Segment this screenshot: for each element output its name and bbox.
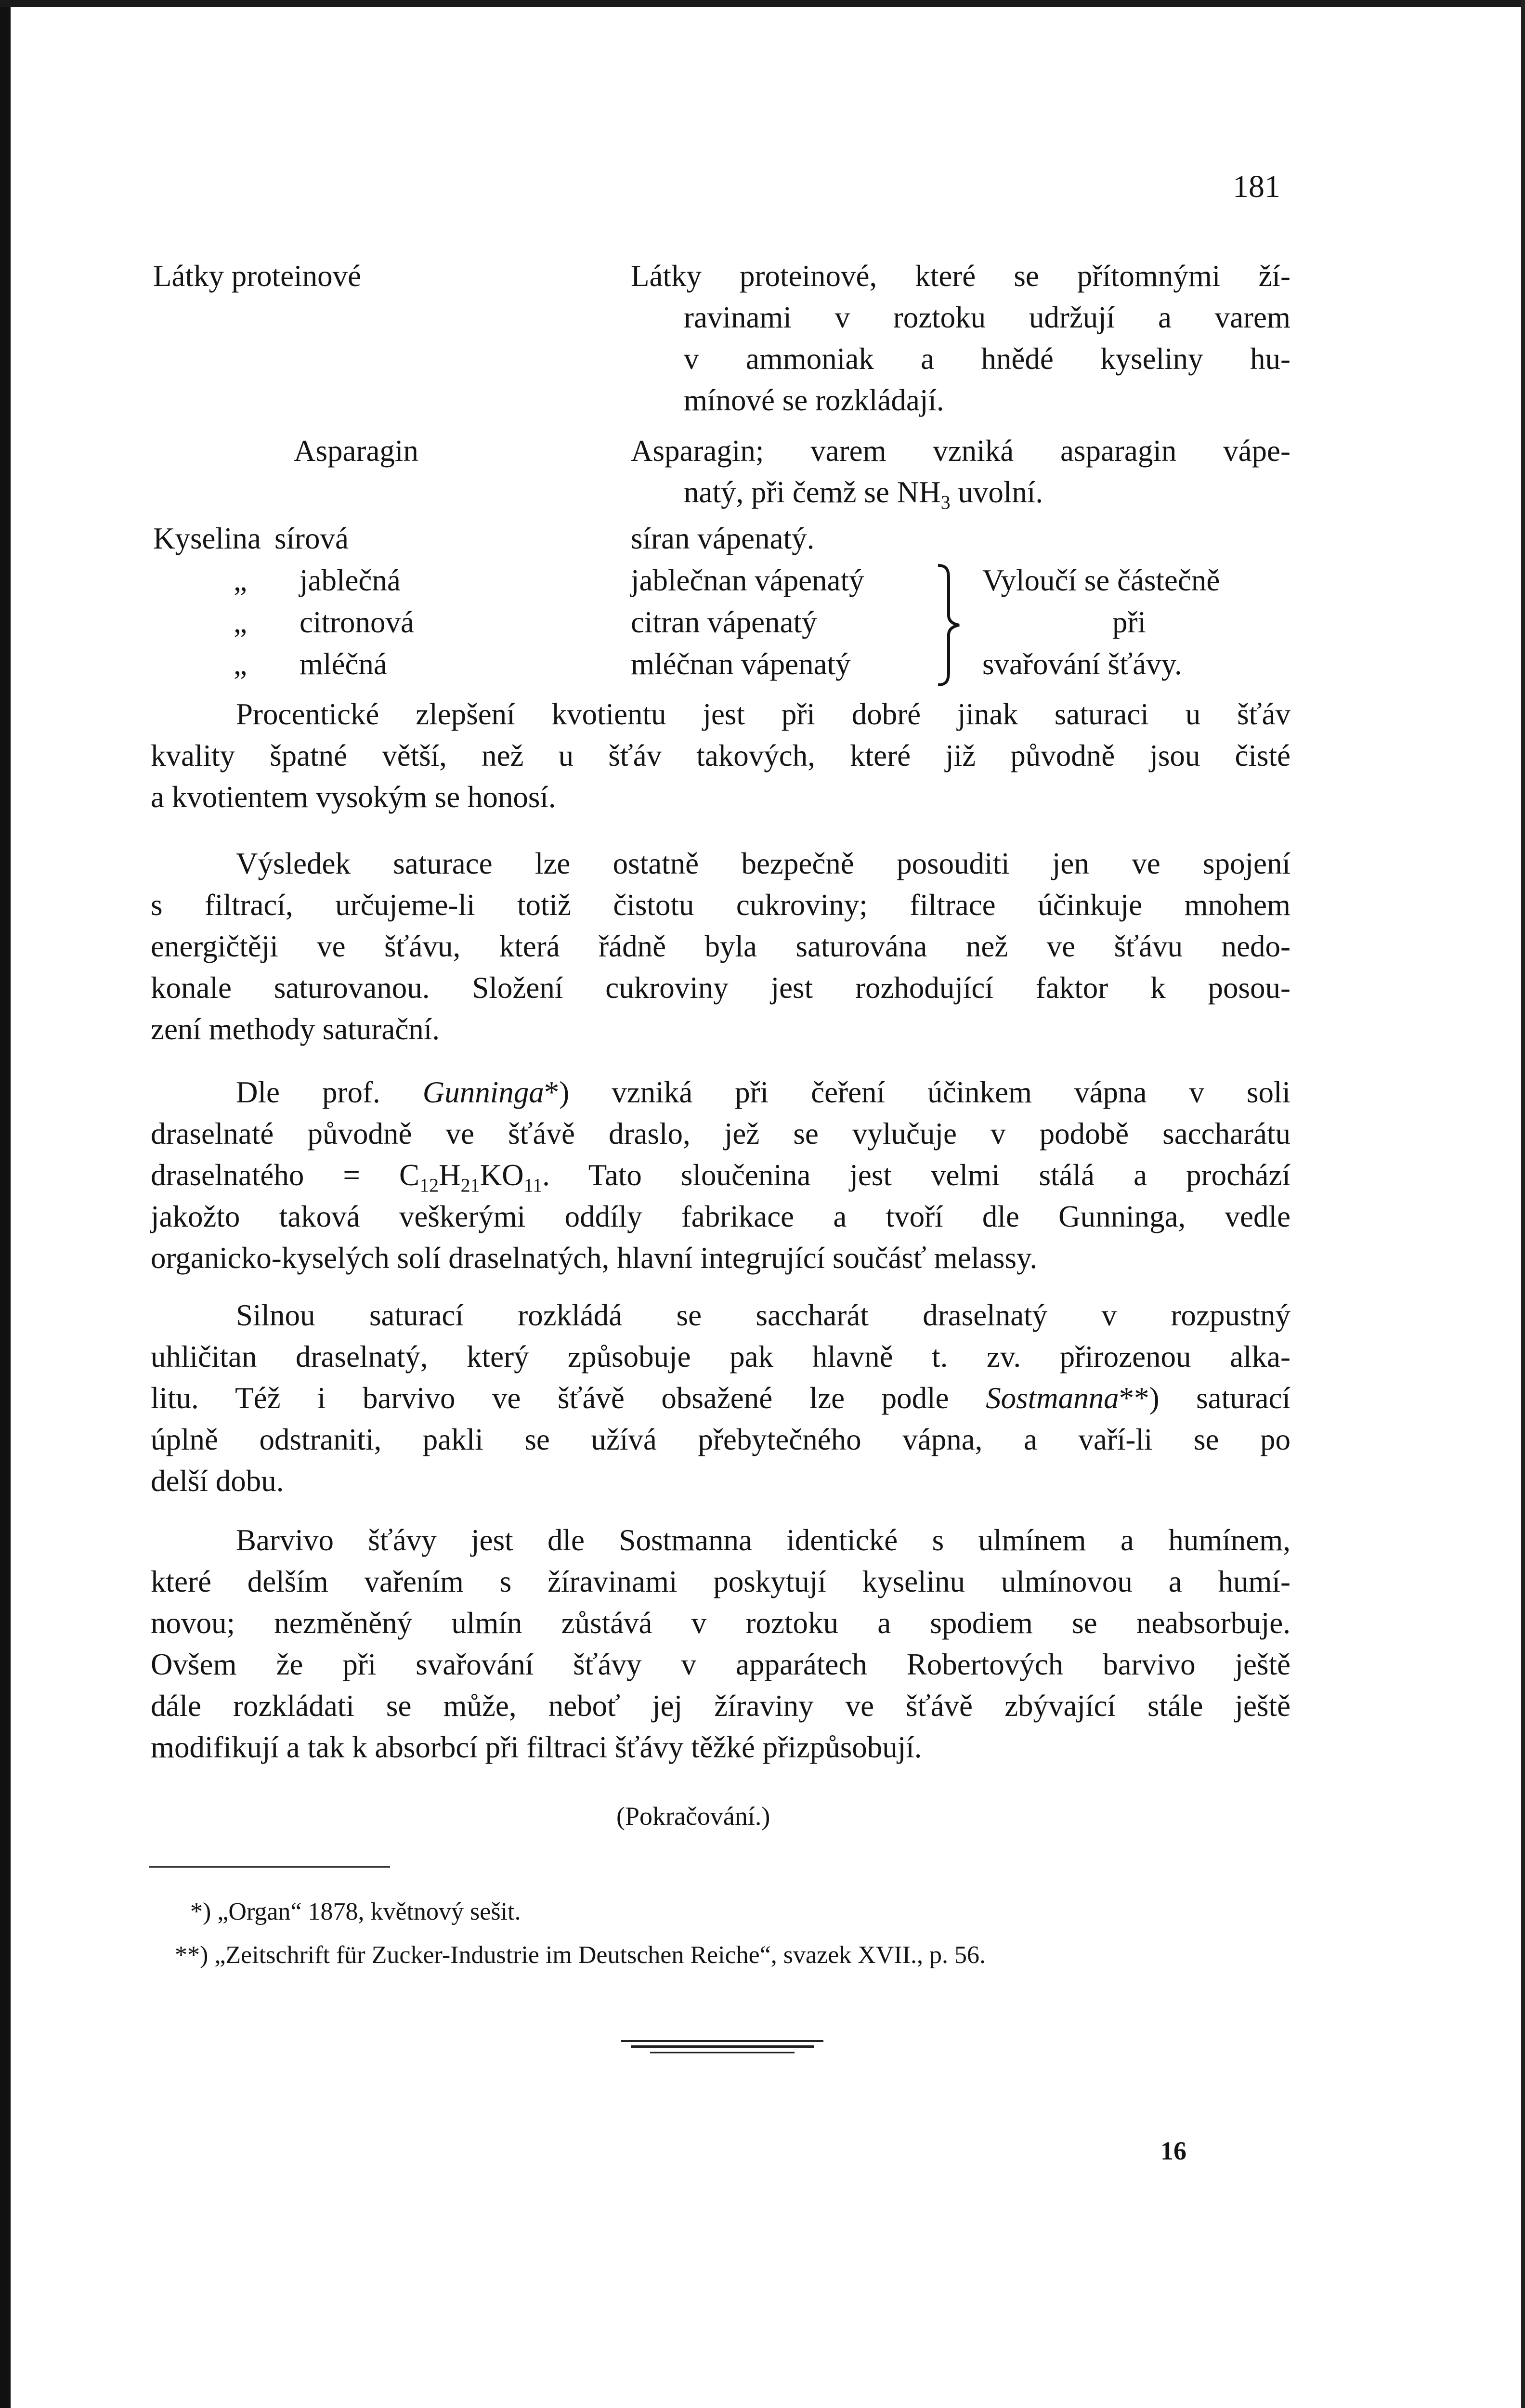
paragraph-line: draselnatého = $C_{12}H_{21}KO_{11}$. Tato sloučenina jest velmi stálá a prochází xyxy=(151,1158,1290,1196)
footnote-rule xyxy=(149,1866,390,1868)
paragraph-line: jakožto taková veškerými oddíly fabrikace a tvoří dle Gunninga, vedle xyxy=(151,1200,1290,1233)
table-left-cell: Kyselina sírová xyxy=(153,522,349,555)
paragraph-line: organicko-kyselých solí draselnatých, hlavní integrující součásť melassy. xyxy=(151,1241,1038,1275)
paragraph-line: konale saturovanou. Složení cukroviny jest rozhodující faktor k posou- xyxy=(151,971,1290,1005)
table-right-line: natý, při čemž se $NH_3$ uvolní. xyxy=(684,475,1043,513)
table-right-line: mléčnan vápenatý xyxy=(631,647,851,681)
brace-note-line: Vyloučí se částečně xyxy=(982,563,1220,597)
author-name: Sostmanna xyxy=(986,1381,1119,1415)
footnote: **) „Zeitschrift für Zucker-Industrie im Deutschen Reiche“, svazek XVII., p. 56. xyxy=(175,1941,986,1969)
table-left-cell: mléčná xyxy=(300,647,387,681)
paragraph-line: Barvivo šťávy jest dle Sostmanna identické s ulmínem a humínem, xyxy=(236,1523,1290,1557)
table-right-line: síran vápenatý. xyxy=(631,522,815,555)
paragraph-line: Ovšem že při svařování šťávy v apparátech Robertových barvivo ještě xyxy=(151,1648,1290,1681)
table-left-cell: jablečná xyxy=(300,563,401,597)
page-number: 181 xyxy=(1233,169,1280,204)
paragraph-line: zení methody saturační. xyxy=(151,1012,440,1046)
table-left-cell: citronová xyxy=(300,605,414,639)
table-left-cell: Látky proteinové xyxy=(153,259,362,293)
paragraph-line: energičtěji ve šťávu, která řádně byla saturována než ve šťávu nedo- xyxy=(151,929,1290,963)
paragraph-line: Dle prof. Gunninga*) vzniká při čeření účinkem vápna v soli xyxy=(236,1075,1291,1109)
end-ornament xyxy=(621,2037,823,2056)
footnote-mark: *) xyxy=(190,1898,211,1925)
brace-note-line: při xyxy=(1112,605,1146,639)
paragraph-line: delší dobu. xyxy=(151,1464,284,1498)
paragraph-line: které delším vařením s žíravinami poskytují kyselinu ulmínovou a humí- xyxy=(151,1565,1290,1598)
paragraph-line: s filtrací, určujeme-li totiž čistotu cukroviny; filtrace účinkuje mnohem xyxy=(151,888,1290,922)
paragraph-line: dále rozkládati se může, neboť jej žíraviny ve šťávě zbývající stále ještě xyxy=(151,1689,1290,1723)
footnote: *) „Organ“ 1878, květnový sešit. xyxy=(190,1898,521,1925)
scan-edge-right xyxy=(1521,0,1525,2408)
scan-edge-top xyxy=(0,0,1525,7)
brace-note-line: svařování šťávy. xyxy=(982,647,1182,681)
table-right-line: jablečnan vápenatý xyxy=(631,563,864,597)
continued-note: (Pokračování.) xyxy=(616,1802,770,1831)
author-name: Gunninga xyxy=(422,1075,544,1109)
paragraph-line: úplně odstraniti, pakli se užívá přebytečného vápna, a vaří-li se po xyxy=(151,1423,1290,1456)
footnote-mark: **) xyxy=(175,1941,209,1969)
paragraph-line: draselnaté původně ve šťávě draslo, jež se vylučuje v podobě saccharátu xyxy=(151,1117,1290,1151)
table-right-line: mínové se rozkládají. xyxy=(684,383,944,417)
table-right-line: Asparagin; varem vzniká asparagin vápe- xyxy=(631,434,1290,468)
scan-edge-left xyxy=(0,0,11,2408)
paragraph-line: litu. Též i barvivo ve šťávě obsažené lze podle Sostmanna**) saturací xyxy=(151,1381,1291,1415)
ditto-mark: „ xyxy=(234,563,247,597)
table-right-line: v ammoniak a hnědé kyseliny hu- xyxy=(684,342,1290,376)
paragraph-line: Procentické zlepšení kvotientu jest při dobré jinak saturaci u šťáv xyxy=(236,697,1290,731)
paragraph-line: modifikují a tak k absorbcí při filtraci šťávy těžké přizpůsobují. xyxy=(151,1730,922,1764)
printer-signature: 16 xyxy=(1160,2136,1186,2165)
paragraph-line: novou; nezměněný ulmín zůstává v roztoku a spodiem se neabsorbuje. xyxy=(151,1606,1290,1640)
table-left-cell: Asparagin xyxy=(294,434,418,468)
ditto-mark: „ xyxy=(234,605,247,639)
paragraph-line: Silnou saturací rozkládá se saccharát draselnatý v rozpustný xyxy=(236,1298,1290,1332)
table-right-line: Látky proteinové, které se přítomnými ží- xyxy=(631,259,1290,293)
paragraph-line: a kvotientem vysokým se honosí. xyxy=(151,780,556,814)
paragraph-line: uhličitan draselnatý, který způsobuje pak hlavně t. zv. přirozenou alka- xyxy=(151,1340,1290,1374)
ditto-mark: „ xyxy=(234,647,247,681)
paragraph-line: kvality špatné větší, než u šťáv takových, které již původně jsou čisté xyxy=(151,739,1290,772)
paragraph-line: Výsledek saturace lze ostatně bezpečně posouditi jen ve spojení xyxy=(236,847,1290,880)
table-right-line: ravinami v roztoku udržují a varem xyxy=(684,301,1290,334)
brace-symbol xyxy=(934,563,963,688)
table-right-line: citran vápenatý xyxy=(631,605,817,639)
